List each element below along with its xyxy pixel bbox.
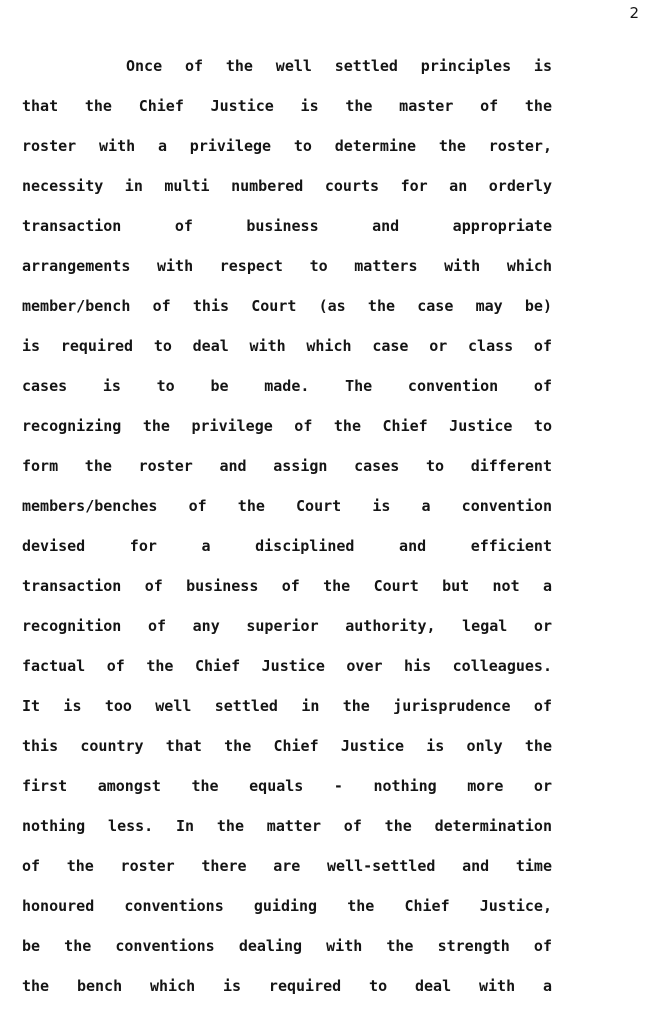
- text-line: roster with a privilege to determine the roster,: [22, 137, 552, 155]
- text-line: members/benches of the Court is a convention: [22, 497, 552, 515]
- text-line: this country that the Chief Justice is only the: [22, 737, 552, 755]
- text-line: be the conventions dealing with the strength of: [22, 937, 552, 955]
- text-line: that the Chief Justice is the master of the: [22, 97, 552, 115]
- text-line: recognizing the privilege of the Chief Justice to: [22, 417, 552, 435]
- text-line: factual of the Chief Justice over his colleagues.: [22, 657, 552, 675]
- text-line: form the roster and assign cases to different: [22, 457, 552, 475]
- text-line: devised for a disciplined and efficient: [22, 537, 552, 555]
- text-line: transaction of business of the Court but not a: [22, 577, 552, 595]
- text-line: is required to deal with which case or class of: [22, 337, 552, 355]
- document-body: [22, 46, 552, 1006]
- page-number: 2: [629, 4, 639, 22]
- text-line: cases is to be made. The convention of: [22, 377, 552, 395]
- text-line: honoured conventions guiding the Chief Justice,: [22, 897, 552, 915]
- text-line: transaction of business and appropriate: [22, 217, 552, 235]
- text-line: of the roster there are well-settled and time: [22, 857, 552, 875]
- text-line: Once of the well settled principles is: [126, 57, 552, 75]
- text-line: necessity in multi numbered courts for an orderly: [22, 177, 552, 195]
- text-line: nothing less. In the matter of the determination: [22, 817, 552, 835]
- text-line: recognition of any superior authority, legal or: [22, 617, 552, 635]
- text-line: first amongst the equals - nothing more or: [22, 777, 552, 795]
- text-line: arrangements with respect to matters with which: [22, 257, 552, 275]
- text-line: the bench which is required to deal with a: [22, 977, 552, 995]
- text-line: member/bench of this Court (as the case may be): [22, 297, 552, 315]
- text-line: It is too well settled in the jurisprudence of: [22, 697, 552, 715]
